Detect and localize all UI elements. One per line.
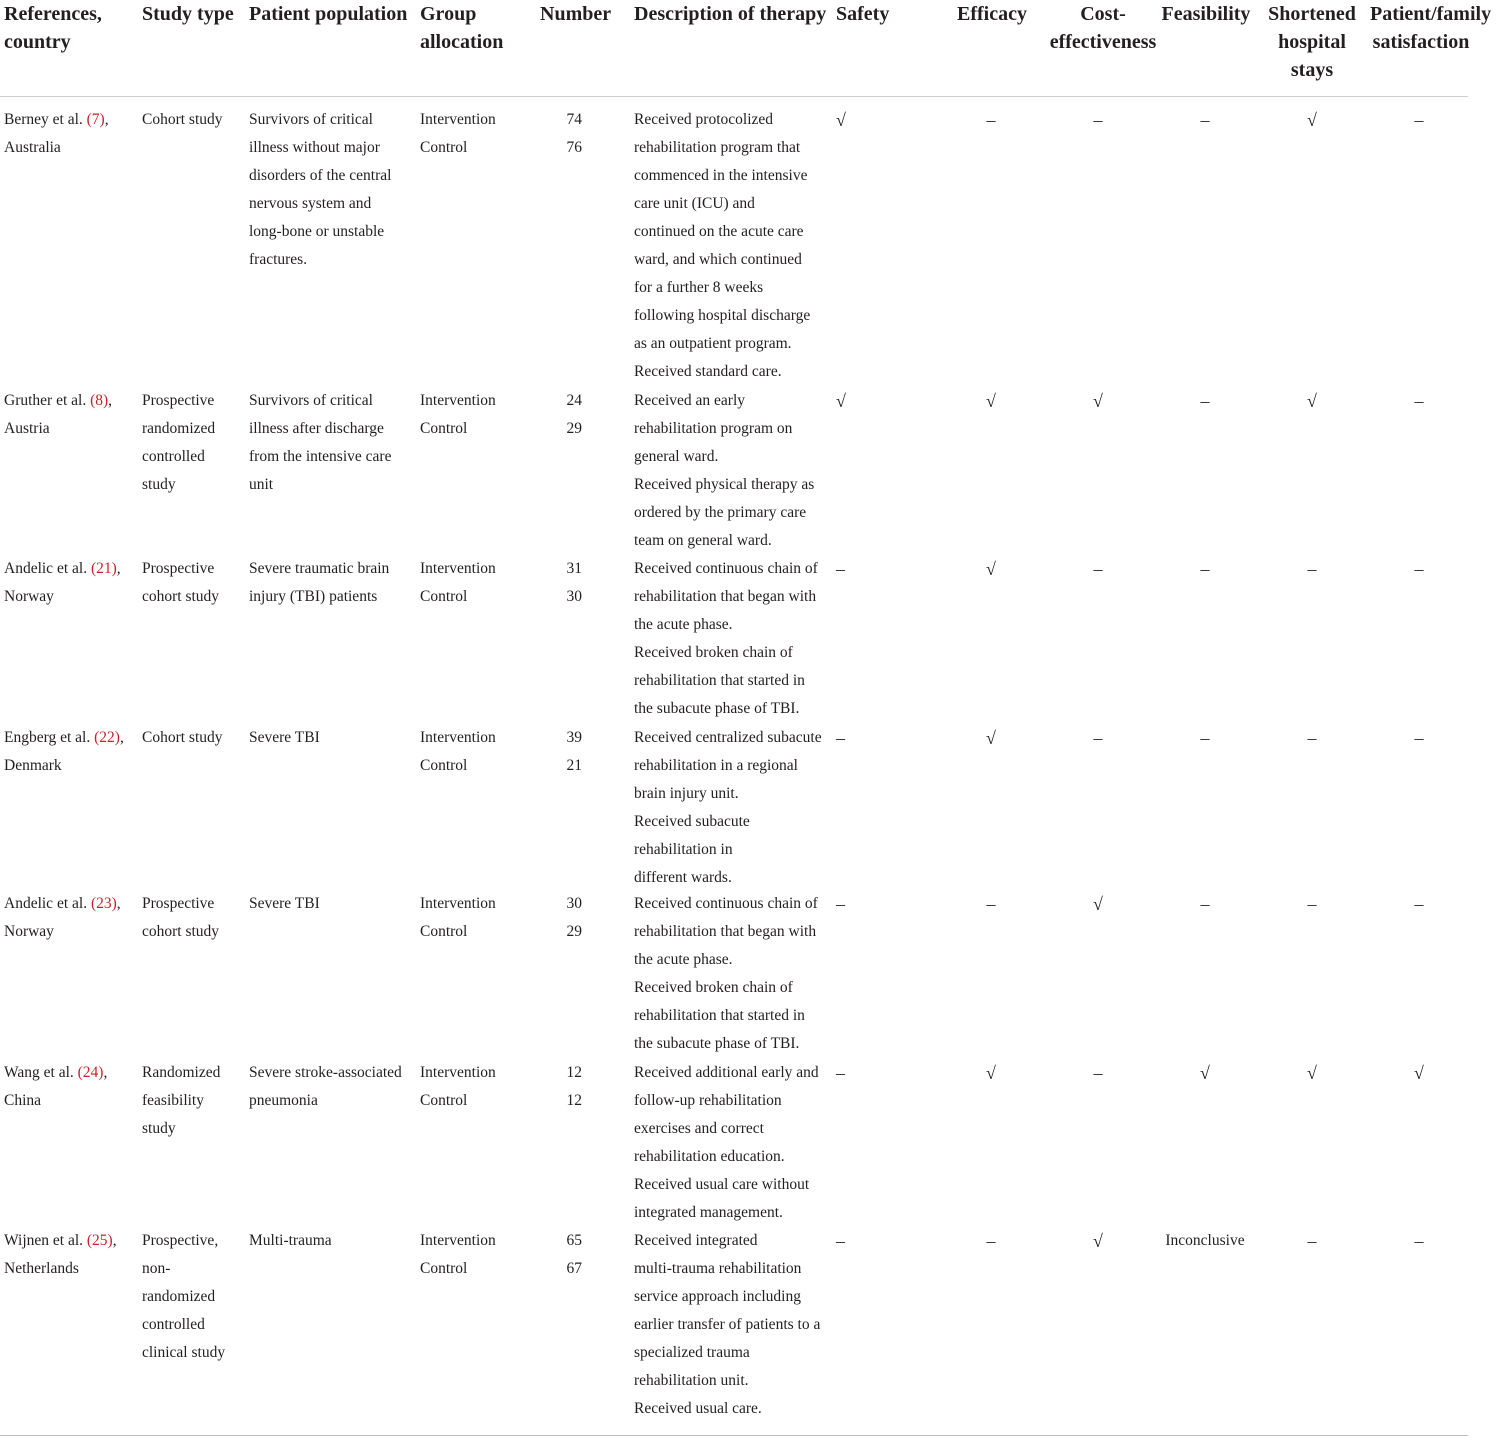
reference-country: , China — [4, 1064, 108, 1109]
feasibility-mark: √ — [1200, 1063, 1210, 1083]
reference-cell — [4, 1227, 136, 1283]
header-study-type: Study type — [142, 3, 234, 25]
study-type-cell: Prospective cohort study — [142, 560, 220, 605]
citation-link[interactable]: (24) — [77, 1064, 104, 1081]
cost-effectiveness-mark: – — [1093, 1063, 1103, 1083]
patient-population-cell: Severe TBI — [249, 729, 320, 746]
cost-effectiveness-mark: – — [1093, 728, 1103, 748]
satisfaction-mark: √ — [1414, 1063, 1424, 1083]
cost-effectiveness-mark: √ — [1093, 1231, 1103, 1251]
reference-country: , Austria — [4, 392, 113, 437]
efficacy-mark: √ — [986, 559, 996, 579]
group-allocation-cell: Intervention Control — [420, 560, 496, 605]
group-allocation-cell: Intervention Control — [420, 1232, 496, 1277]
patient-population-cell: Survivors of critical illness after discharge from the intensive care unit — [249, 392, 392, 493]
table-header — [0, 0, 1492, 97]
safety-mark: – — [836, 1231, 845, 1251]
description-cell: Received an early rehabilitation program on general ward. Received physical therapy as ordered by the primary care team on general ward. — [634, 392, 815, 549]
study-type-cell: Prospective cohort study — [142, 895, 220, 940]
header-references: References, country — [4, 3, 102, 53]
number-cell: 24 29 — [566, 392, 582, 437]
shortened-stays-mark: √ — [1307, 391, 1317, 411]
reference-cell — [4, 555, 136, 611]
reference-author: Gruther et al. — [4, 392, 91, 409]
patient-population-cell: Survivors of critical illness without major disorders of the central nervous system and long-bone or unstable fractures. — [249, 111, 392, 268]
cost-effectiveness-mark: √ — [1093, 894, 1103, 914]
safety-mark: – — [836, 728, 845, 748]
header-feasibility: Feasibility — [1161, 3, 1251, 25]
safety-mark: √ — [836, 110, 846, 130]
feasibility-mark: – — [1200, 559, 1210, 579]
header-satisfaction: Patient/family satisfaction — [1370, 3, 1492, 53]
description-cell: Received continuous chain of rehabilitation that began with the acute phase. Received broken chain of rehabilitation that started in the subacute phase of TBI. — [634, 560, 818, 717]
reference-country: , Australia — [4, 111, 109, 156]
satisfaction-mark: – — [1414, 110, 1424, 130]
feasibility-mark: – — [1200, 894, 1210, 914]
cost-effectiveness-mark: √ — [1093, 391, 1103, 411]
efficacy-mark: √ — [986, 1063, 996, 1083]
study-type-cell: Cohort study — [142, 729, 223, 746]
satisfaction-mark: – — [1414, 1231, 1424, 1251]
reference-author: Andelic et al. — [4, 895, 91, 912]
patient-population-cell: Severe TBI — [249, 895, 320, 912]
safety-mark: √ — [836, 391, 846, 411]
description-cell: Received continuous chain of rehabilitation that began with the acute phase. Received broken chain of rehabilitation that started in the subacute phase of TBI. — [634, 895, 818, 1052]
efficacy-mark: – — [986, 1231, 996, 1251]
reference-author: Berney et al. — [4, 111, 87, 128]
reference-country: , Denmark — [4, 729, 124, 774]
group-allocation-cell: Intervention Control — [420, 895, 496, 940]
shortened-stays-mark: – — [1307, 1231, 1317, 1251]
safety-mark: – — [836, 894, 845, 914]
reference-country: , Netherlands — [4, 1232, 117, 1277]
patient-population-cell: Multi-trauma — [249, 1232, 332, 1249]
header-safety: Safety — [836, 3, 890, 25]
efficacy-mark: √ — [986, 391, 996, 411]
reference-cell — [4, 724, 136, 780]
reference-author: Wang et al. — [4, 1064, 78, 1081]
efficacy-mark: – — [986, 894, 996, 914]
citation-link[interactable]: (22) — [94, 729, 120, 746]
citation-link[interactable]: (7) — [86, 111, 105, 128]
study-type-cell: Cohort study — [142, 111, 223, 128]
reference-author: Engberg et al. — [4, 729, 95, 746]
reference-author: Andelic et al. — [4, 560, 91, 577]
group-allocation-cell: Intervention Control — [420, 1064, 496, 1109]
feasibility-mark: – — [1200, 110, 1210, 130]
study-type-cell: Prospective, non- randomized controlled clinical study — [142, 1232, 226, 1361]
citation-link[interactable]: (25) — [86, 1232, 113, 1249]
reference-country: , Norway — [4, 560, 121, 605]
citation-link[interactable]: (23) — [90, 895, 117, 912]
citation-link[interactable]: (8) — [90, 392, 109, 409]
number-cell: 65 67 — [566, 1232, 582, 1277]
group-allocation-cell: Intervention Control — [420, 111, 496, 156]
safety-mark: – — [836, 1063, 845, 1083]
reference-author: Wijnen et al. — [4, 1232, 87, 1249]
shortened-stays-mark: – — [1307, 894, 1317, 914]
group-allocation-cell: Intervention Control — [420, 392, 496, 437]
description-cell: Received integrated multi-trauma rehabilitation service approach including earlier transfer of patients to a specialized trauma rehabilitation unit. Received usual care. — [634, 1232, 821, 1417]
efficacy-mark: – — [986, 110, 996, 130]
satisfaction-mark: – — [1414, 728, 1424, 748]
number-cell: 39 21 — [566, 729, 582, 774]
shortened-stays-mark: √ — [1307, 110, 1317, 130]
header-shortened-stays: Shortened hospital stays — [1268, 3, 1356, 81]
header-cost-effectiveness: Cost- effectiveness — [1049, 3, 1157, 53]
table-bottom-rule — [0, 1435, 1468, 1436]
shortened-stays-mark: – — [1307, 728, 1317, 748]
feasibility-mark: – — [1200, 391, 1210, 411]
header-number: Number — [540, 3, 612, 25]
reference-country: , Norway — [4, 895, 121, 940]
feasibility-mark: Inconclusive — [1165, 1232, 1245, 1249]
patient-population-cell: Severe stroke-associated pneumonia — [249, 1064, 402, 1109]
efficacy-mark: √ — [986, 728, 996, 748]
reference-cell — [4, 106, 136, 162]
group-allocation-cell: Intervention Control — [420, 729, 496, 774]
number-cell: 74 76 — [566, 111, 582, 156]
satisfaction-mark: – — [1414, 894, 1424, 914]
citation-link[interactable]: (21) — [90, 560, 117, 577]
satisfaction-mark: – — [1414, 391, 1424, 411]
safety-mark: – — [836, 559, 845, 579]
feasibility-mark: – — [1200, 728, 1210, 748]
number-cell: 31 30 — [566, 560, 582, 605]
description-cell: Received centralized subacute rehabilitation in a regional brain injury unit. Received subacute rehabilitation in different wards. — [634, 729, 822, 886]
shortened-stays-mark: √ — [1307, 1063, 1317, 1083]
cost-effectiveness-mark: – — [1093, 110, 1103, 130]
header-patient-population: Patient population — [249, 3, 408, 25]
reference-cell — [4, 890, 136, 946]
header-description: Description of therapy — [634, 3, 827, 25]
reference-cell — [4, 387, 136, 443]
shortened-stays-mark: – — [1307, 559, 1317, 579]
header-efficacy: Efficacy — [957, 3, 1027, 25]
satisfaction-mark: – — [1414, 559, 1424, 579]
study-type-cell: Prospective randomized controlled study — [142, 392, 216, 493]
study-type-cell: Randomized feasibility study — [142, 1064, 221, 1137]
description-cell: Received additional early and follow-up rehabilitation exercises and correct rehabilitation education. Received usual care without integrated management. — [634, 1064, 819, 1221]
cost-effectiveness-mark: – — [1093, 559, 1103, 579]
header-group-allocation: Group allocation — [420, 3, 504, 53]
patient-population-cell: Severe traumatic brain injury (TBI) patients — [249, 560, 390, 605]
number-cell: 30 29 — [566, 895, 582, 940]
reference-cell — [4, 1059, 136, 1115]
number-cell: 12 12 — [566, 1064, 582, 1109]
description-cell: Received protocolized rehabilitation program that commenced in the intensive care unit (ICU) and continued on the acute care ward, and which continued for a further 8 weeks following hospital discharge as an outpatient program. Received standard care. — [634, 111, 811, 380]
